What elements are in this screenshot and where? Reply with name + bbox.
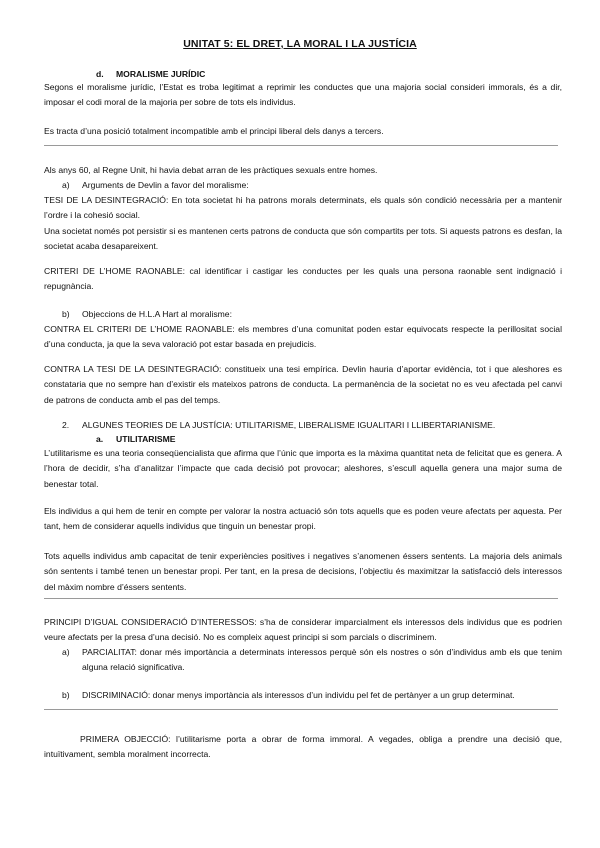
paragraph-societat-persistir: Una societat només pot persistir si es mantenen certs patrons de conducta que són compartits per tots. Si aquests patrons es desfan, la societat acaba desapareixent. bbox=[44, 226, 562, 252]
paragraph-moralisme-definicio: Segons el moralisme jurídic, l’Estat es troba legitimat a reprimir les conductes que una majoria social consideri immorals, és a dir, imposar el codi moral de la majoria per sobre de tots els individus. bbox=[44, 82, 562, 108]
section-title: ALGUNES TEORIES DE LA JUSTÍCIA: UTILITARISME, LIBERALISME IGUALITARI I LLIBERTARIANISME. bbox=[82, 420, 496, 430]
subsection-hart-heading bbox=[44, 307, 562, 322]
list-item-discriminacio bbox=[44, 688, 562, 703]
paragraph-individus-afectats: Els individus a qui hem de tenir en compte per valorar la nostra actuació són tots aquells que es poden veure afectats per aquesta. Per tant, hem de considerar aquells individus que tinguin un benestar propi. bbox=[44, 506, 562, 532]
term-text: : En tota societat hi ha patrons morals determinats, els quals són condició necessària per a mantenir l’ordre i la cohesió social. bbox=[44, 195, 562, 221]
section-marker: a. bbox=[96, 434, 104, 444]
section-marker: d. bbox=[96, 69, 104, 79]
paragraph-regne-unit: Als anys 60, al Regne Unit, hi havia debat arran de les pràctiques sexuals entre homes. bbox=[44, 165, 378, 175]
list-marker: a) bbox=[62, 647, 70, 657]
term-text: : els membres d’una comunitat poden estar equivocats respecte la perillositat social d’una conducta, ja que la seva valoració pot estar basada en prejudicis. bbox=[44, 324, 562, 350]
paragraph-utilitarisme: L’utilitarisme es una teoria conseqüencialista que afirma que l’únic que importa es la màxima quantitat neta de felicitat que es genera. A l’hora de decidir, s’ha d’analitzar l’impacte que cada decisió pot provocar; aleshores, s’escull aquella genera una major suma de benestar total. bbox=[44, 448, 562, 489]
page-title: UNITAT 5: EL DRET, LA MORAL I LA JUSTÍCIA bbox=[183, 38, 417, 50]
subsection-marker: a) bbox=[62, 180, 70, 190]
section-2a-heading bbox=[44, 432, 562, 447]
term-label: CRITERI DE L’HOME RAONABLE bbox=[44, 266, 183, 276]
list-marker: b) bbox=[62, 690, 70, 700]
paragraph-essers-sentents: Tots aquells individus amb capacitat de tenir experiències positives i negatives s’anomenen éssers sentents. La majoria dels animals són sentents i també tenen un benestar propi. Per tant, en la presa de decisions, l’objectiu és maximitzar la satisfacció dels interessos del màxim nombre d’éssers sentents. bbox=[44, 551, 562, 592]
list-item-text bbox=[82, 688, 562, 703]
section-title: UTILITARISME bbox=[116, 434, 176, 444]
term-label: PRIMERA OBJECCIÓ bbox=[80, 734, 169, 744]
paragraph-primera-objeccio bbox=[44, 732, 562, 763]
term-text: : constitueix una tesi empírica. Devlin hauria d’aportar evidència, tot i que aleshores es constataria que no sempre han d’existir els mateixos patrons de conducta. La permanència de la societat no es veu afectada pel canvi de patrons de conducta amb el pas del temps. bbox=[44, 364, 562, 405]
paragraph-contra-criteri bbox=[44, 322, 562, 353]
term-label: CONTRA EL CRITERI DE L’HOME RAONABLE bbox=[44, 324, 233, 334]
term-text: : s’ha de considerar imparcialment els interessos dels individus que es podrien veure afectats per la presa d’una decisió. No es compleix aquest principi si som parcials o discriminem. bbox=[44, 617, 563, 643]
list-item-text bbox=[82, 645, 562, 676]
paragraph-tesi-desintegracio bbox=[44, 193, 562, 224]
subsection-devlin-heading bbox=[44, 178, 562, 193]
divider bbox=[44, 145, 558, 146]
term-label: PARCIALITAT bbox=[82, 647, 135, 657]
paragraph-incompatible: Es tracta d’una posició totalment incompatible amb el principi liberal dels danys a tercers. bbox=[44, 126, 384, 136]
term-text: : l’utilitarisme porta a obrar de forma immoral. A vegades, obliga a prendre una decisió que, intuïtivament, sembla moralment incorrecta. bbox=[44, 734, 562, 760]
term-text: : donar menys importància als interessos d’un individu pel fet de pertànyer a un grup determinat. bbox=[147, 690, 515, 700]
paragraph-contra-tesi bbox=[44, 362, 562, 408]
divider bbox=[44, 709, 558, 710]
term-text: : donar més importància a determinats interessos perquè són els nostres o són d’individus amb els que tenim alguna relació significativa. bbox=[82, 647, 562, 673]
subsection-title: Objeccions de H.L.A Hart al moralisme: bbox=[82, 309, 232, 319]
divider bbox=[44, 598, 558, 599]
subsection-marker: b) bbox=[62, 309, 70, 319]
paragraph-criteri-home-raonable bbox=[44, 264, 562, 295]
term-label: PRINCIPI D’IGUAL CONSIDERACIÓ D’INTERESSOS bbox=[44, 617, 255, 627]
section-title: MORALISME JURÍDIC bbox=[116, 69, 206, 79]
section-2-heading bbox=[44, 418, 562, 433]
section-marker: 2. bbox=[62, 420, 70, 430]
term-text: : cal identificar i castigar les conductes per les quals una persona raonable sent indignació i repugnància. bbox=[44, 266, 562, 292]
paragraph-principi-igual-consideracio bbox=[44, 615, 562, 646]
term-label: DISCRIMINACIÓ bbox=[82, 690, 148, 700]
term-label: CONTRA LA TESI DE LA DESINTEGRACIÓ bbox=[44, 364, 219, 374]
subsection-title: Arguments de Devlin a favor del moralisme: bbox=[82, 180, 249, 190]
term-label: TESI DE LA DESINTEGRACIÓ bbox=[44, 195, 166, 205]
list-item-parcialitat bbox=[44, 645, 562, 676]
